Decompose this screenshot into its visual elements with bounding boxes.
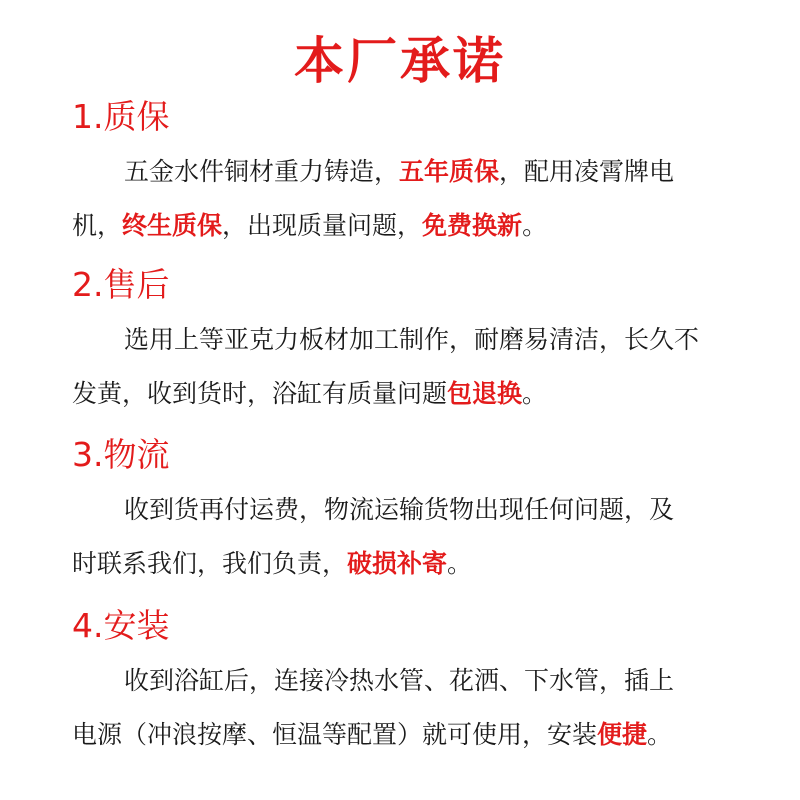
- warranty-line-2-text-b: ，出现质量问题，: [222, 211, 423, 240]
- page-title: 本厂承诺: [294, 32, 506, 90]
- warranty-line-1: [124, 155, 674, 189]
- section-heading-after-sales: 2.售后: [72, 265, 170, 304]
- warranty-lifetime-highlight: 终生质保: [122, 211, 223, 240]
- logistics-line-1-text: 收到货再付运费，物流运输货物出现任何问题，及: [124, 495, 675, 524]
- installation-line-2-text-a: 电源（冲浪按摩、恒温等配置）就可使用，安装: [72, 720, 598, 749]
- logistics-line-2-text-a: 时联系我们，我们负责，: [72, 549, 348, 578]
- after-sales-line-2-text-a: 发黄，收到货时，浴缸有质量问题: [72, 379, 448, 408]
- installation-line-2: [72, 718, 672, 752]
- section-heading-warranty: 1.质保: [72, 97, 170, 136]
- installation-line-1-text: 收到浴缸后，连接冷热水管、花洒、下水管，插上: [124, 666, 675, 695]
- warranty-line-2: [72, 209, 547, 243]
- warranty-line-1-text-a: 五金水件铜材重力铸造，: [124, 157, 400, 186]
- logistics-damage-resend-highlight: 破损补寄: [347, 549, 448, 578]
- warranty-line-1-text-b: ，配用凌霄牌电: [499, 157, 675, 186]
- warranty-free-replace-highlight: 免费换新: [422, 211, 523, 240]
- section-heading-installation: 4.安装: [72, 606, 170, 645]
- logistics-line-2-text-b: 。: [447, 549, 473, 578]
- warranty-line-2-text-a: 机，: [72, 211, 123, 240]
- after-sales-return-highlight: 包退换: [447, 379, 523, 408]
- section-heading-logistics: 3.物流: [72, 435, 170, 474]
- warranty-line-2-text-c: 。: [522, 211, 548, 240]
- logistics-line-2: [72, 547, 472, 581]
- after-sales-line-1-text: 选用上等亚克力板材加工制作，耐磨易清洁，长久不: [124, 325, 700, 354]
- installation-convenient-highlight: 便捷: [597, 720, 648, 749]
- after-sales-line-2: [72, 377, 547, 411]
- after-sales-line-1: [124, 323, 699, 357]
- installation-line-2-text-b: 。: [647, 720, 673, 749]
- logistics-line-1: [124, 493, 674, 527]
- installation-line-1: [124, 664, 674, 698]
- after-sales-line-2-text-b: 。: [522, 379, 548, 408]
- warranty-five-year-highlight: 五年质保: [399, 157, 500, 186]
